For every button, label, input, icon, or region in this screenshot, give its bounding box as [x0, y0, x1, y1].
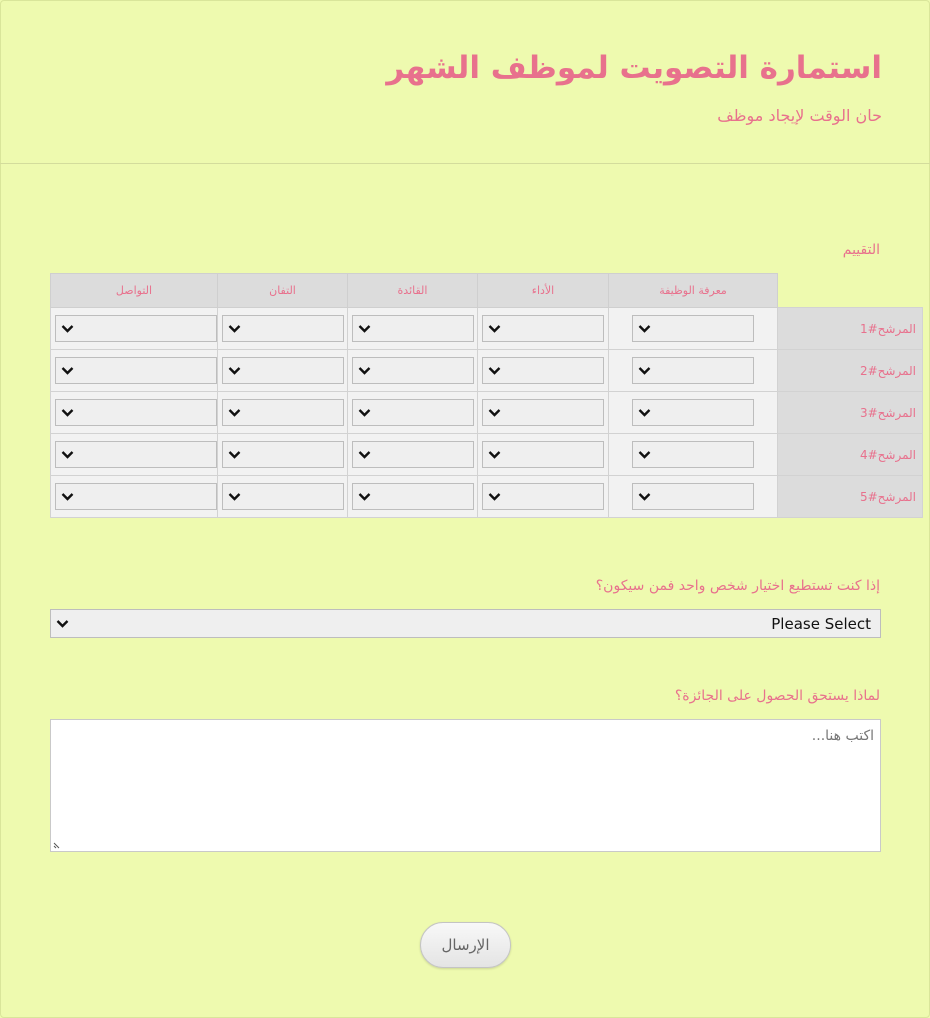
chevron-down-icon	[228, 450, 241, 459]
row-label-candidate: المرشح#3	[778, 392, 923, 434]
matrix-cell	[478, 350, 609, 392]
reason-textarea[interactable]	[50, 719, 881, 852]
reason-placeholder: اكتب هنا...	[811, 728, 874, 744]
rating-select-communication-5[interactable]	[55, 483, 217, 510]
chevron-down-icon	[638, 324, 651, 333]
matrix-cell	[348, 392, 478, 434]
rating-select-dedication-5[interactable]	[222, 483, 344, 510]
matrix-corner	[778, 274, 923, 308]
form-header	[0, 0, 930, 164]
chevron-down-icon	[358, 324, 371, 333]
matrix-cell	[609, 392, 778, 434]
chevron-down-icon	[638, 492, 651, 501]
matrix-cell	[218, 434, 348, 476]
chevron-down-icon	[638, 366, 651, 375]
rating-select-performance-3[interactable]	[482, 399, 604, 426]
rating-select-performance-4[interactable]	[482, 441, 604, 468]
choose-person-value: Please Select	[771, 615, 871, 633]
reason-label: لماذا يستحق الحصول على الجائزة؟	[674, 688, 880, 704]
rating-select-job-knowledge-2[interactable]	[632, 357, 754, 384]
matrix-cell	[218, 392, 348, 434]
matrix-cell	[478, 308, 609, 350]
rating-select-performance-5[interactable]	[482, 483, 604, 510]
rating-select-leadership-3[interactable]	[352, 399, 474, 426]
column-header-dedication: التفان	[218, 274, 348, 308]
matrix-row	[51, 308, 923, 350]
rating-select-communication-4[interactable]	[55, 441, 217, 468]
chevron-down-icon	[358, 450, 371, 459]
chevron-down-icon	[61, 492, 74, 501]
choose-person-select[interactable]	[50, 609, 881, 638]
chevron-down-icon	[358, 408, 371, 417]
matrix-cell	[348, 434, 478, 476]
matrix-cell	[51, 392, 218, 434]
rating-select-leadership-5[interactable]	[352, 483, 474, 510]
matrix-row	[51, 392, 923, 434]
matrix-cell	[218, 350, 348, 392]
choose-label: إذا كنت تستطيع اختيار شخص واحد فمن سيكون؟	[595, 578, 880, 594]
matrix-cell	[348, 308, 478, 350]
column-header-leadership: القائدة	[348, 274, 478, 308]
matrix-cell	[609, 350, 778, 392]
chevron-down-icon	[488, 324, 501, 333]
matrix-cell	[609, 434, 778, 476]
rating-select-dedication-2[interactable]	[222, 357, 344, 384]
rating-select-communication-1[interactable]	[55, 315, 217, 342]
rating-select-dedication-4[interactable]	[222, 441, 344, 468]
rating-select-job-knowledge-5[interactable]	[632, 483, 754, 510]
row-label-candidate: المرشح#5	[778, 476, 923, 518]
rating-select-performance-2[interactable]	[482, 357, 604, 384]
rating-select-leadership-2[interactable]	[352, 357, 474, 384]
rating-select-performance-1[interactable]	[482, 315, 604, 342]
rating-select-leadership-4[interactable]	[352, 441, 474, 468]
matrix-cell	[478, 434, 609, 476]
matrix-cell	[218, 308, 348, 350]
row-label-candidate: المرشح#4	[778, 434, 923, 476]
matrix-row	[51, 476, 923, 518]
rating-label: التقييم	[842, 242, 880, 258]
column-header-job-knowledge: معرفة الوظيفة	[609, 274, 778, 308]
matrix-cell	[51, 308, 218, 350]
rating-select-job-knowledge-1[interactable]	[632, 315, 754, 342]
matrix-cell	[478, 476, 609, 518]
row-label-candidate: المرشح#1	[778, 308, 923, 350]
chevron-down-icon	[61, 408, 74, 417]
chevron-down-icon	[488, 408, 501, 417]
chevron-down-icon	[228, 492, 241, 501]
matrix-cell	[478, 392, 609, 434]
matrix-cell	[218, 476, 348, 518]
rating-matrix	[50, 273, 923, 518]
chevron-down-icon	[358, 492, 371, 501]
rating-select-job-knowledge-4[interactable]	[632, 441, 754, 468]
matrix-cell	[51, 350, 218, 392]
chevron-down-icon	[488, 366, 501, 375]
matrix-cell	[609, 308, 778, 350]
chevron-down-icon	[488, 492, 501, 501]
chevron-down-icon	[228, 408, 241, 417]
chevron-down-icon	[61, 450, 74, 459]
chevron-down-icon	[228, 324, 241, 333]
form-subtitle: حان الوقت لإيجاد موظف	[717, 106, 882, 125]
matrix-cell	[609, 476, 778, 518]
matrix-cell	[51, 476, 218, 518]
row-label-candidate: المرشح#2	[778, 350, 923, 392]
matrix-row	[51, 434, 923, 476]
chevron-down-icon	[358, 366, 371, 375]
chevron-down-icon	[61, 324, 74, 333]
resize-grip-icon[interactable]	[53, 839, 63, 849]
rating-select-job-knowledge-3[interactable]	[632, 399, 754, 426]
rating-select-leadership-1[interactable]	[352, 315, 474, 342]
chevron-down-icon	[228, 366, 241, 375]
column-header-communication: التواصل	[51, 274, 218, 308]
matrix-cell	[348, 350, 478, 392]
chevron-down-icon	[61, 366, 74, 375]
submit-button[interactable]: الإرسال	[420, 922, 511, 968]
column-header-performance: الأداء	[478, 274, 609, 308]
form-title: استمارة التصويت لموظف الشهر	[386, 50, 882, 86]
rating-select-dedication-3[interactable]	[222, 399, 344, 426]
matrix-cell	[348, 476, 478, 518]
matrix-row	[51, 350, 923, 392]
rating-select-communication-2[interactable]	[55, 357, 217, 384]
chevron-down-icon	[488, 450, 501, 459]
matrix-cell	[51, 434, 218, 476]
chevron-down-icon	[56, 619, 69, 628]
chevron-down-icon	[638, 408, 651, 417]
rating-select-communication-3[interactable]	[55, 399, 217, 426]
chevron-down-icon	[638, 450, 651, 459]
rating-select-dedication-1[interactable]	[222, 315, 344, 342]
